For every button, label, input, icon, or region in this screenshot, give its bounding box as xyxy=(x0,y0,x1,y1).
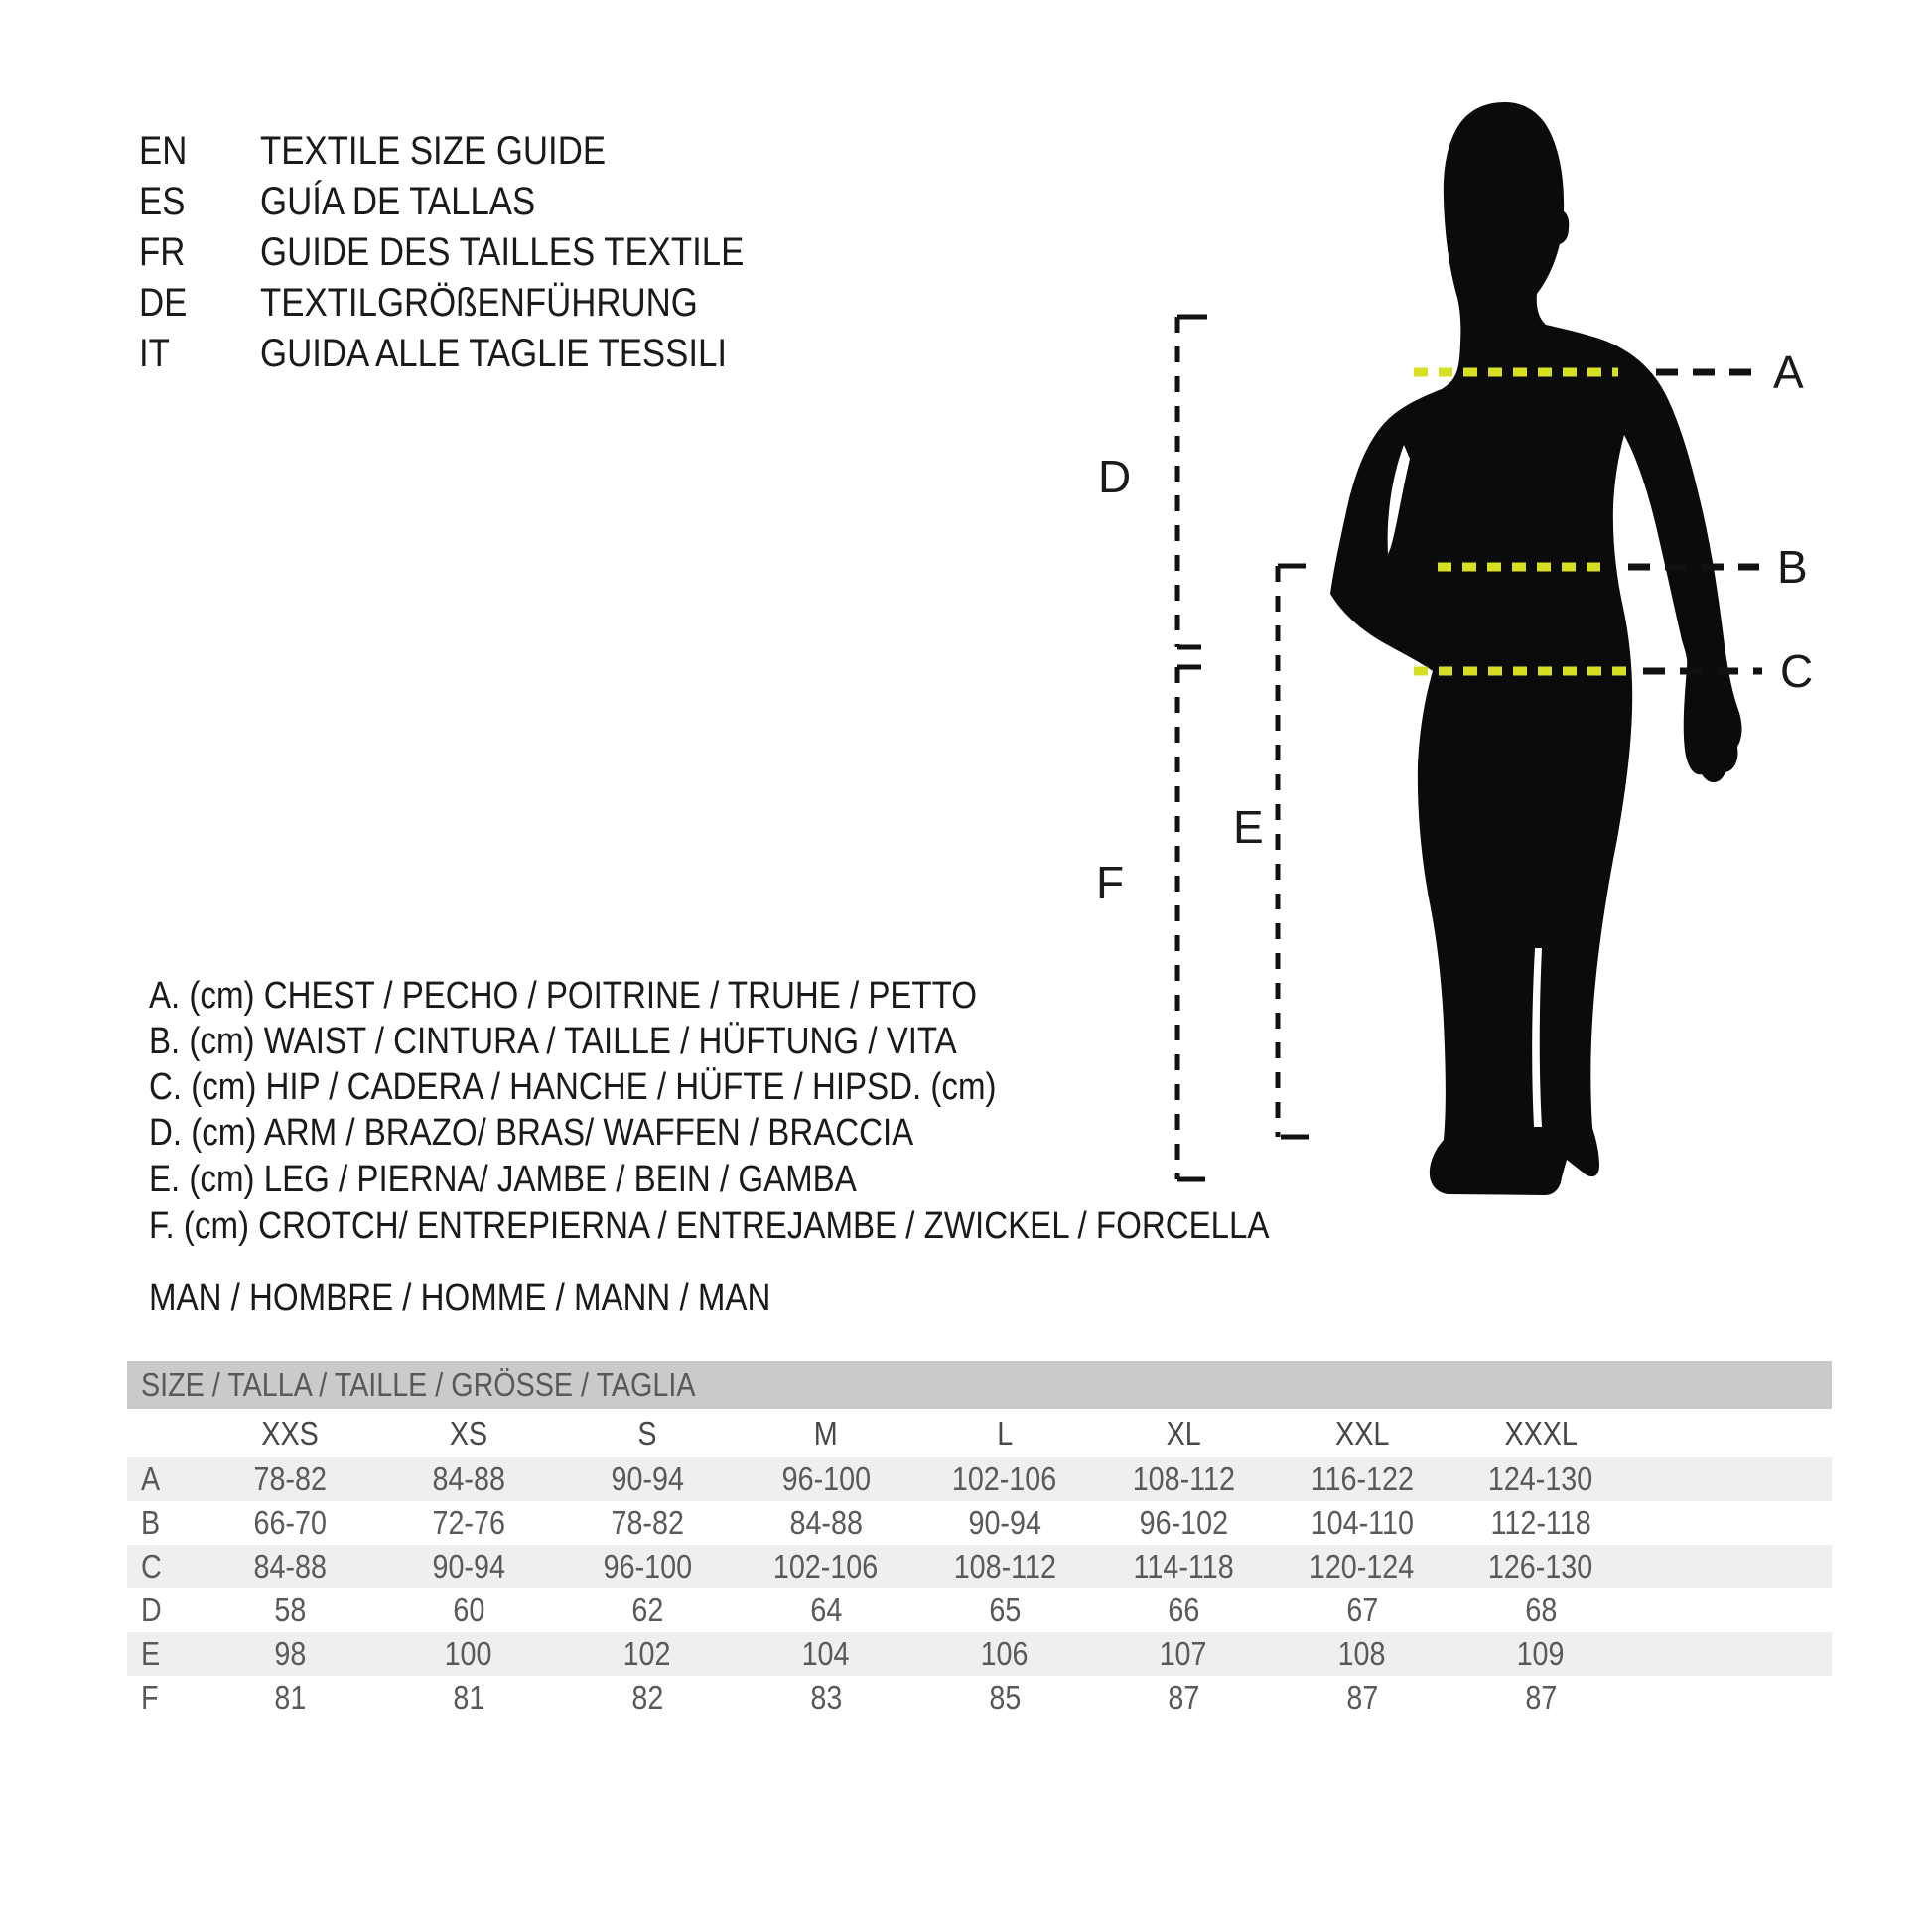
table-cell: 114-118 xyxy=(1133,1548,1234,1585)
size-table xyxy=(127,1361,1832,1720)
table-cell: 108-112 xyxy=(1132,1460,1235,1497)
leg-measure-line xyxy=(1233,566,1309,1137)
row-label: D xyxy=(141,1591,162,1628)
table-row-waist xyxy=(127,1501,1832,1545)
table-cell: 68 xyxy=(1525,1591,1557,1628)
legend-line-hip: C. (cm) HIP / CADERA / HANCHE / HÜFTE / HIPSD. (cm) xyxy=(149,1066,997,1108)
table-cell: 96-102 xyxy=(1139,1504,1228,1541)
size-column-header: S xyxy=(637,1414,657,1451)
table-cell: 106 xyxy=(981,1635,1029,1672)
table-cell: 100 xyxy=(445,1635,492,1672)
size-column-header: XXS xyxy=(261,1414,319,1451)
table-cell: 65 xyxy=(989,1591,1021,1628)
size-column-header: L xyxy=(997,1414,1013,1451)
language-title: GUIDE DES TAILLES TEXTILE xyxy=(260,230,745,274)
row-label: B xyxy=(141,1504,161,1541)
category-line: MAN / HOMBRE / HOMME / MANN / MAN xyxy=(149,1277,771,1318)
table-cell: 72-76 xyxy=(432,1504,505,1541)
size-column-header: XS xyxy=(449,1414,488,1451)
marker-label-f: F xyxy=(1096,857,1125,908)
table-cell: 83 xyxy=(810,1679,842,1716)
table-cell: 87 xyxy=(1346,1679,1378,1716)
table-cell: 126-130 xyxy=(1488,1548,1593,1585)
table-cell: 116-122 xyxy=(1311,1460,1414,1497)
table-cell: 98 xyxy=(274,1635,306,1672)
table-cell: 62 xyxy=(631,1591,663,1628)
language-title: GUÍA DE TALLAS xyxy=(260,180,536,223)
legend-line-chest: A. (cm) CHEST / PECHO / POITRINE / TRUHE / PETTO xyxy=(149,975,977,1017)
table-cell: 96-100 xyxy=(603,1548,692,1585)
table-cell: 67 xyxy=(1346,1591,1378,1628)
size-column-header: XXL xyxy=(1334,1414,1390,1451)
language-title: TEXTILE SIZE GUIDE xyxy=(260,129,607,173)
table-cell: 107 xyxy=(1160,1635,1207,1672)
table-cell: 84-88 xyxy=(789,1504,863,1541)
table-cell: 78-82 xyxy=(253,1460,327,1497)
table-cell: 87 xyxy=(1168,1679,1199,1716)
size-column-header: M xyxy=(814,1414,838,1451)
table-cell: 81 xyxy=(453,1679,484,1716)
legend-line-waist: B. (cm) WAIST / CINTURA / TAILLE / HÜFTUNG / VITA xyxy=(149,1021,957,1062)
row-label: E xyxy=(141,1635,161,1672)
table-cell: 82 xyxy=(631,1679,663,1716)
table-cell: 78-82 xyxy=(611,1504,684,1541)
marker-label-b: B xyxy=(1777,541,1808,593)
table-cell: 85 xyxy=(989,1679,1021,1716)
size-table-header-bar: SIZE / TALLA / TAILLE / GRÖSSE / TAGLIA xyxy=(127,1361,1832,1409)
table-cell: 108 xyxy=(1338,1635,1386,1672)
marker-label-c: C xyxy=(1780,645,1814,697)
table-cell: 108-112 xyxy=(953,1548,1056,1585)
table-cell: 109 xyxy=(1517,1635,1565,1672)
arm-measure-line xyxy=(1098,317,1207,647)
table-cell: 102 xyxy=(623,1635,671,1672)
size-column-header: XL xyxy=(1166,1414,1201,1451)
table-cell: 90-94 xyxy=(611,1460,684,1497)
table-cell: 124-130 xyxy=(1488,1460,1593,1497)
table-cell: 66-70 xyxy=(253,1504,327,1541)
table-cell: 84-88 xyxy=(432,1460,505,1497)
table-cell: 104-110 xyxy=(1311,1504,1414,1541)
table-cell: 60 xyxy=(453,1591,484,1628)
size-column-header: XXXL xyxy=(1504,1414,1578,1451)
marker-label-a: A xyxy=(1773,346,1804,398)
size-table-column-headers xyxy=(127,1409,1832,1457)
language-code: IT xyxy=(139,332,170,375)
table-cell: 102-106 xyxy=(773,1548,879,1585)
language-code: FR xyxy=(139,230,186,274)
row-label: F xyxy=(141,1679,159,1716)
row-label: C xyxy=(141,1548,162,1585)
language-code: EN xyxy=(139,129,188,173)
table-cell: 112-118 xyxy=(1490,1504,1591,1541)
table-cell: 87 xyxy=(1525,1679,1557,1716)
marker-label-d: D xyxy=(1098,451,1132,502)
table-cell: 58 xyxy=(274,1591,306,1628)
table-cell: 90-94 xyxy=(968,1504,1041,1541)
table-cell: 104 xyxy=(802,1635,850,1672)
table-row-chest xyxy=(127,1457,1832,1501)
language-title: GUIDA ALLE TAGLIE TESSILI xyxy=(260,332,728,375)
table-row-leg xyxy=(127,1632,1832,1676)
language-code: DE xyxy=(139,281,188,325)
marker-label-e: E xyxy=(1233,801,1264,853)
table-cell: 102-106 xyxy=(952,1460,1057,1497)
table-cell: 64 xyxy=(810,1591,842,1628)
table-row-crotch xyxy=(127,1676,1832,1720)
table-row-arm xyxy=(127,1588,1832,1632)
legend-line-leg: E. (cm) LEG / PIERNA/ JAMBE / BEIN / GAMBA xyxy=(149,1159,857,1200)
table-cell: 81 xyxy=(274,1679,306,1716)
legend-line-crotch: F. (cm) CROTCH/ ENTREPIERNA / ENTREJAMBE / ZWICKEL / FORCELLA xyxy=(149,1205,1270,1247)
legend-line-arm: D. (cm) ARM / BRAZO/ BRAS/ WAFFEN / BRACCIA xyxy=(149,1112,914,1154)
language-title: TEXTILGRÖßENFÜHRUNG xyxy=(260,281,698,325)
table-cell: 90-94 xyxy=(432,1548,505,1585)
table-cell: 66 xyxy=(1168,1591,1199,1628)
language-code: ES xyxy=(139,180,186,223)
table-cell: 84-88 xyxy=(253,1548,327,1585)
row-label: A xyxy=(141,1460,161,1497)
table-cell: 120-124 xyxy=(1310,1548,1415,1585)
table-cell: 96-100 xyxy=(781,1460,871,1497)
table-row-hip xyxy=(127,1545,1832,1588)
